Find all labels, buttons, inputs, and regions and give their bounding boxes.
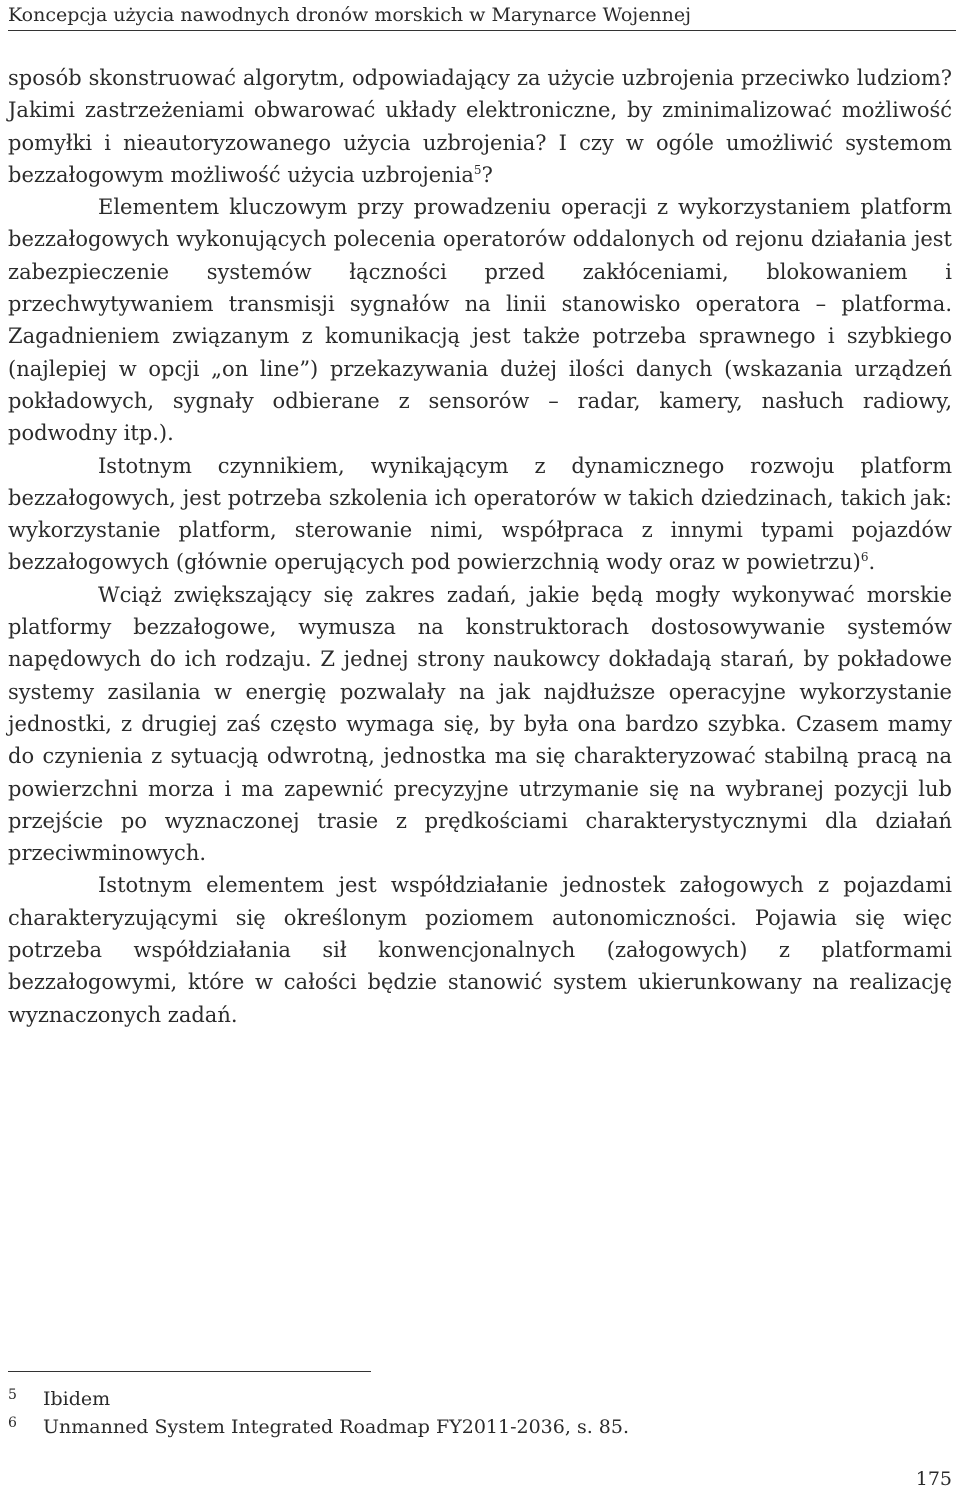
body-text	[8, 62, 952, 1031]
paragraph-1	[8, 62, 952, 191]
footnote-5	[8, 1385, 908, 1413]
footnote-separator	[8, 1371, 371, 1372]
running-header-title: Koncepcja użycia nawodnych dronów morskich w Marynarce Wojennej	[8, 4, 692, 26]
paragraph-2: Elementem kluczowym przy prowadzeniu operacji z wykorzystaniem platform bezzałogowych wykonujących polecenia operatorów oddalonych od rejonu działania jest zabezpieczenie systemów łączności przed zakłóceniami, blokowaniem i przechwytywaniem transmisji sygnałów na linii stanowisko operatora – platforma. Zagadnieniem związanym z komunikacją jest także potrzeba sprawnego i szybkiego (najlepiej w opcji „on line”) przekazywania dużej ilości danych (wskazania urządzeń pokładowych, sygnały odbierane z sensorów – radar, kamery, nasłuch radiowy, podwodny itp.).	[8, 195, 952, 446]
footnote-text: Ibidem	[43, 1388, 111, 1410]
footnote-ref-6[interactable]: 6	[860, 550, 869, 565]
paragraph-4: Wciąż zwiększający się zakres zadań, jakie będą mogły wykonywać morskie platformy bezzałogowe, wymusza na konstruktorach dostosowywanie systemów napędowych do ich rodzaju. Z jednej strony naukowcy dokładają starań, by pokładowe systemy zasilania w energię pozwalały na jak najdłuższe operacyjne wykorzystanie jednostki, z drugiej zaś często wymaga się, by była ona bardzo szybka. Czasem mamy do czynienia z sytuacją odwrotną, jednostka ma się charakteryzować stabilną pracą na powierzchni morza i ma zapewnić precyzyjne utrzymanie się na wybranej pozycji lub przejście po wyznaczonej trasie z prędkościami charakterystycznymi dla działań przeciwminowych.	[8, 582, 952, 866]
footnote-ref-5[interactable]: 5	[473, 162, 482, 177]
paragraph-3	[8, 450, 952, 579]
footnotes	[8, 1385, 908, 1441]
paragraph-1-text: sposób skonstruować algorytm, odpowiadający za użycie uzbrojenia przeciwko ludziom? Jakimi zastrzeżeniami obwarować układy elektroniczne, by zminimalizować możliwość pomyłki i nieautoryzowanego użycia uzbrojenia? I czy w ogóle umożliwić systemom bezzałogowym możliwość użycia uzbrojenia	[8, 66, 952, 187]
paragraph-3-text: Istotnym czynnikiem, wynikającym z dynamicznego rozwoju platform bezzałogowych, jest potrzeba szkolenia ich operatorów w takich dziedzinach, takich jak: wykorzystanie platform, sterowanie nimi, współpraca z innymi typami pojazdów bezzałogowych (głównie operujących pod powierzchnią wody oraz w powietrzu)	[8, 453, 952, 575]
page-number: 175	[915, 1468, 952, 1490]
paragraph-1-tail: ?	[481, 162, 493, 187]
footnote-number: 6	[8, 1415, 17, 1431]
paragraph-5: Istotnym elementem jest współdziałanie jednostek załogowych z pojazdami charakteryzującymi się określonym poziomem autonomiczności. Pojawia się więc potrzeba współdziałania sił konwencjonalnych (załogowych) z platformami bezzałogowymi, które w całości będzie stanowić system ukierunkowany na realizację wyznaczonych zadań.	[8, 873, 952, 1027]
footnote-6	[8, 1413, 908, 1441]
paragraph-3-tail: .	[868, 550, 876, 575]
footnote-number: 5	[8, 1387, 17, 1403]
running-header	[8, 2, 956, 31]
footnote-text: Unmanned System Integrated Roadmap FY2011-2036, s. 85.	[43, 1416, 629, 1438]
